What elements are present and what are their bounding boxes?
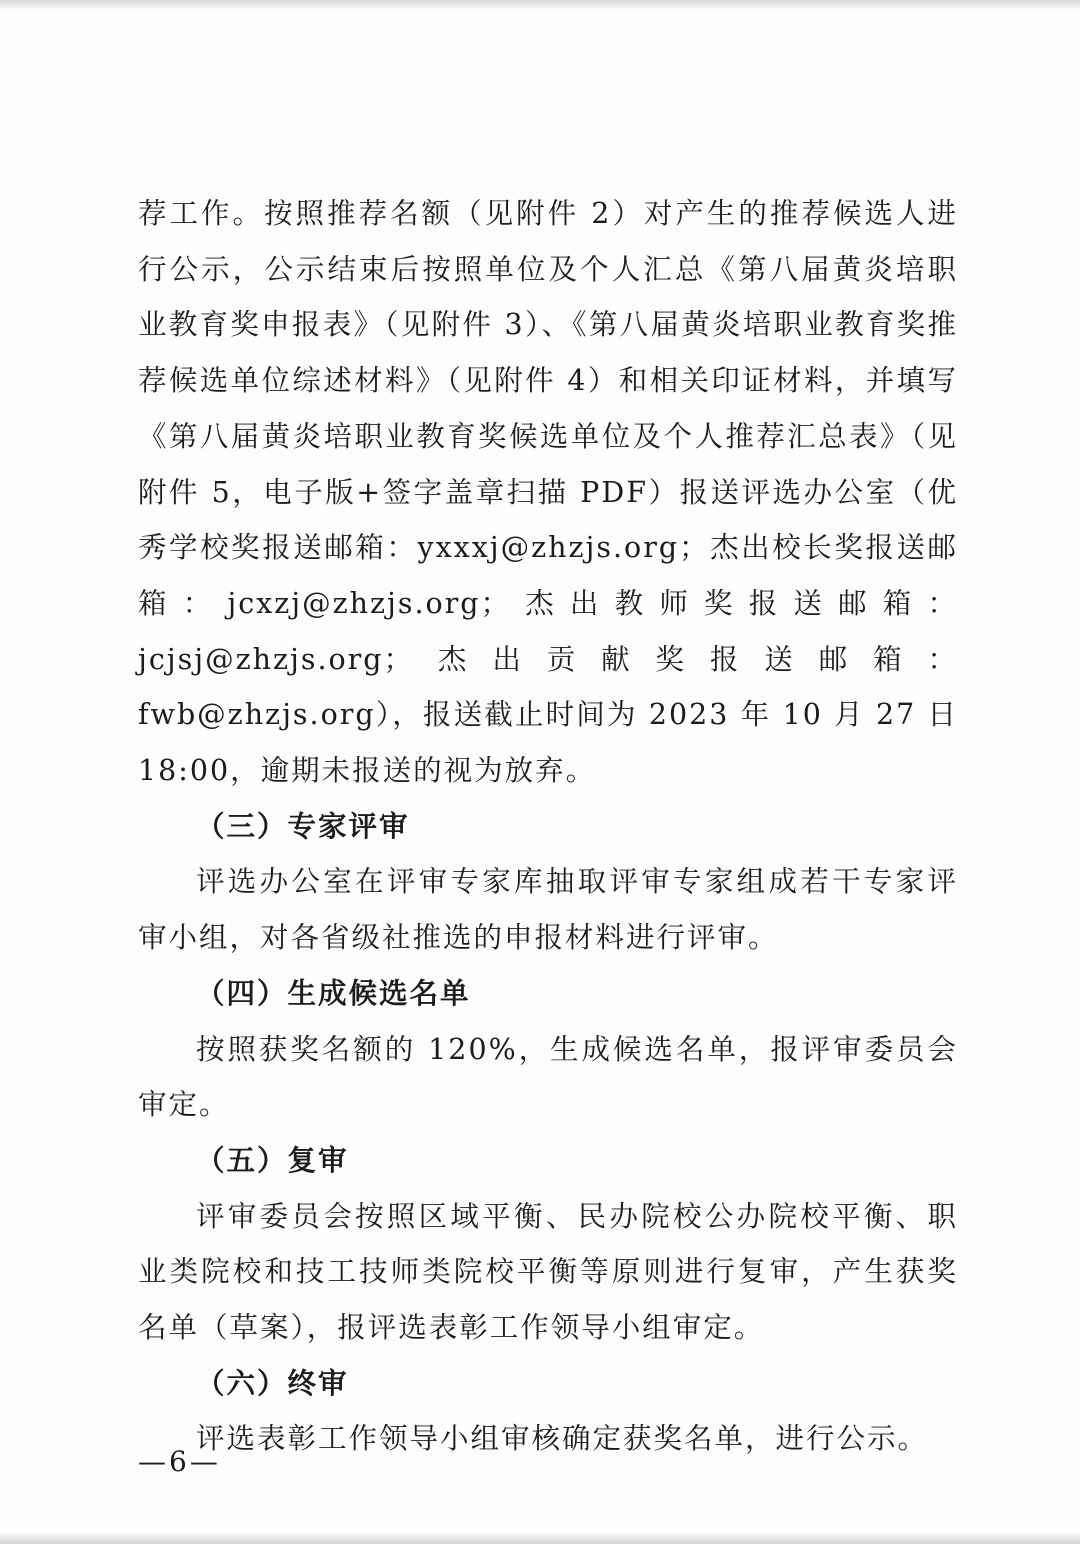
heading-candidate-list: （四）生成候选名单 — [196, 976, 471, 1010]
page-number: —6— — [138, 1445, 221, 1478]
paragraph-re-review: 评审委员会按照区域平衡、民办院校公办院校平衡、职业类院校和技工技师类院校平衡等原则进行复审，产生获奖名单（草案），报评选表彰工作领导小组审定。 — [138, 1199, 958, 1345]
paragraph-recommendation-submission: 荐工作。按照推荐名额（见附件 2）对产生的推荐候选人进行公示，公示结束后按照单位及个人汇总《第八届黄炎培职业教育奖申报表》（见附件 3）、《第八届黄炎培职业教育奖推荐候选单位综述材料》（见附件 4）和相关印证材料，并填写《第八届黄炎培职业教育奖候选单位及个人推荐汇总表》（见附件 5，电子版+签字盖章扫描 PDF）报送评选办公室（优秀学校奖报送邮箱：yxxxj@zhzjs.org；杰出校长奖报送邮箱：jcxzj@zhzjs.org；杰出教师奖报送邮箱：jcjsj@zhzjs.org；杰出贡献奖报送邮箱：fwb@zhzjs.org），报送截止时间为 2023 年 10 月 27 日 18:00，逾期未报送的视为放弃。 — [138, 197, 958, 788]
scan-edge-bottom — [0, 1532, 1080, 1544]
heading-expert-review: （三）专家评审 — [196, 809, 410, 843]
document-body — [138, 186, 958, 1467]
paragraph-final-review: 评选表彰工作领导小组审核确定获奖名单，进行公示。 — [196, 1422, 929, 1456]
heading-final-review: （六）终审 — [196, 1366, 349, 1400]
paragraph-candidate-list: 按照获奖名额的 120%，生成候选名单，报评审委员会审定。 — [138, 1032, 958, 1122]
paragraph-expert-review: 评选办公室在评审专家库抽取评审专家组成若干专家评审小组，对各省级社推选的申报材料进行评审。 — [138, 865, 958, 955]
scan-edge-top — [0, 0, 1080, 10]
heading-re-review: （五）复审 — [196, 1143, 349, 1177]
